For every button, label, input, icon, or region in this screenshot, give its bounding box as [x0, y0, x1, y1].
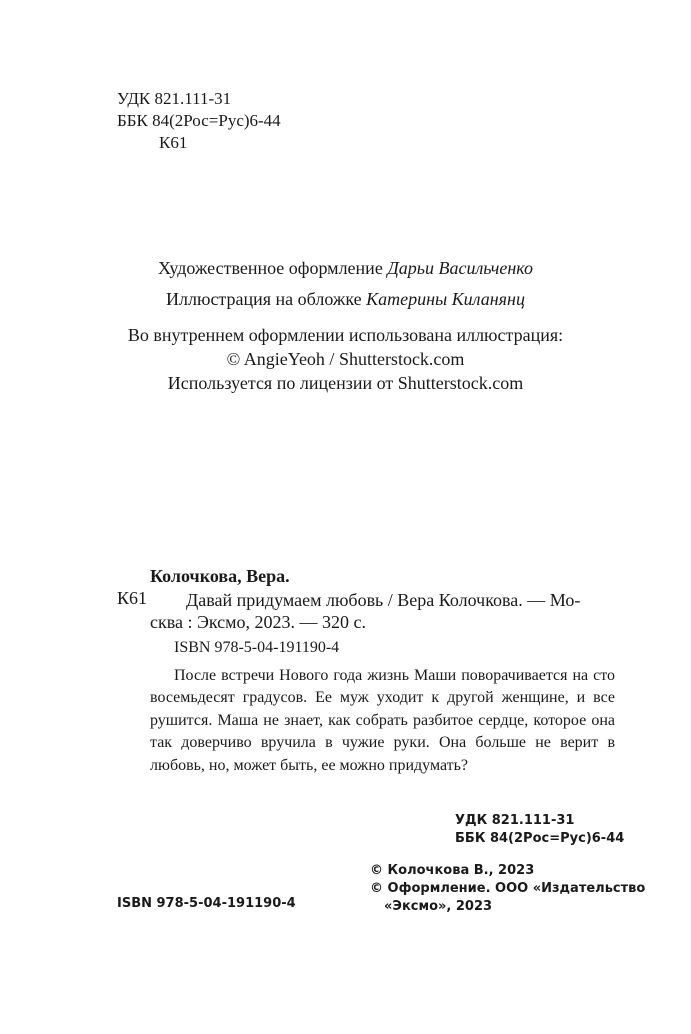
cover-credit-label: Иллюстрация на обложке	[166, 289, 367, 309]
author-mark: К61	[159, 133, 188, 152]
design-credit-label: Художественное оформление	[157, 258, 388, 278]
design-credit	[0, 256, 691, 280]
inner-credit-line1: Во внутреннем оформлении использована иллюстрация:	[127, 325, 564, 345]
catalog-title-line1: Давай придумаем любовь / Вера Колочкова. — Мо-	[186, 590, 581, 610]
annotation-text: После встречи Нового года жизнь Маши поворачивается на сто восемьдесят градусов. Ее муж уходит к другой женщине, и все рушится. Маша не знает, как собрать разбитое сердце, которое она так доверчиво вручила в чужие руки. Она больше не верит в любовь, но, может быть, ее можно придумать?	[150, 667, 615, 774]
copyright-design: © Оформление. ООО «Издательство	[370, 881, 646, 896]
bottom-classification	[455, 812, 624, 848]
copyright-block	[370, 862, 645, 916]
cover-credit	[0, 287, 691, 311]
catalog-author: Колочкова, Вера.	[150, 566, 290, 586]
catalog-title-line2: сква : Эксмо, 2023. — 320 с.	[150, 612, 367, 632]
inner-illustration-credit	[0, 323, 691, 395]
inner-credit-line3: Используется по лицензии от Shutterstock.com	[167, 373, 524, 393]
udk-code: УДК 821.111-31	[117, 89, 232, 108]
catalog-isbn: ISBN 978-5-04-191190-4	[174, 639, 340, 656]
copyright-author: © Колочкова В., 2023	[370, 863, 535, 878]
catalog-mark: К61	[117, 588, 148, 608]
top-classification	[117, 88, 281, 154]
annotation	[150, 665, 615, 777]
footer-udk: УДК 821.111-31	[455, 813, 575, 828]
footer-bbk: ББК 84(2Рос=Рус)6-44	[455, 831, 625, 846]
designer-name: Дарьи Васильченко	[387, 258, 534, 278]
bbk-code: ББК 84(2Рос=Рус)6-44	[117, 111, 281, 130]
footer-isbn: ISBN 978-5-04-191190-4	[117, 896, 296, 911]
copyright-publisher: «Эксмо», 2023	[384, 899, 493, 914]
illustrator-name: Катерины Киланянц	[366, 289, 525, 309]
inner-credit-line2: © AngieYeoh / Shutterstock.com	[226, 349, 465, 369]
